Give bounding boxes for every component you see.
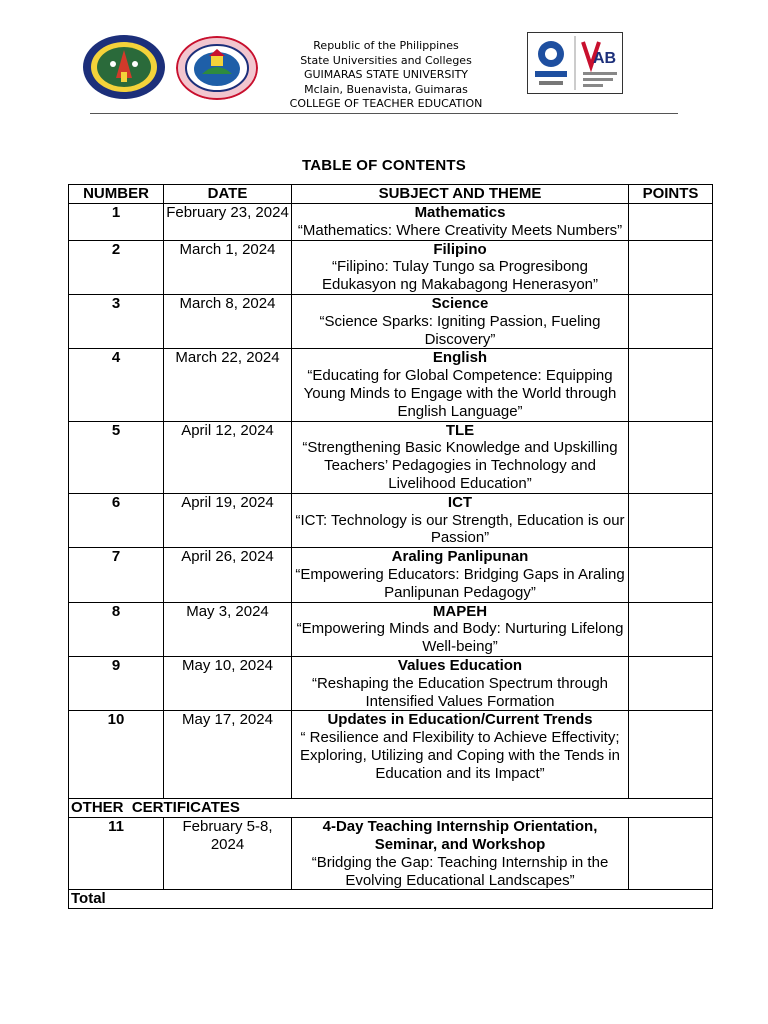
- document-header: [0, 0, 768, 120]
- row-points: [629, 349, 713, 421]
- subject-title: Updates in Education/Current Trends: [327, 711, 593, 729]
- subject-theme: “ Resilience and Flexibility to Achieve Effectivity; Exploring, Utilizing and Coping with the Tends in Education and its Impact”: [300, 729, 620, 782]
- row-subject-theme: [292, 204, 629, 241]
- row-number: 4: [69, 349, 164, 421]
- table-row: [69, 548, 713, 602]
- subject-theme: “Bridging the Gap: Teaching Internship in the Evolving Educational Landscapes”: [311, 853, 609, 889]
- row-subject-theme: [292, 493, 629, 547]
- subject-theme: “Empowering Educators: Bridging Gaps in Araling Panlipunan Pedagogy”: [295, 565, 625, 601]
- row-date: May 10, 2024: [164, 656, 292, 710]
- row-points: [629, 240, 713, 294]
- institution-letterhead: [268, 39, 504, 112]
- table-row: [69, 818, 713, 890]
- row-points: [629, 421, 713, 493]
- row-subject-theme: [292, 711, 629, 799]
- letterhead-university: GUIMARAS STATE UNIVERSITY: [303, 68, 469, 81]
- table-row: [69, 656, 713, 710]
- column-header-number: NUMBER: [69, 185, 164, 204]
- row-points: [629, 818, 713, 890]
- row-points: [629, 602, 713, 656]
- letterhead-line-2: State Universities and Colleges: [300, 53, 472, 67]
- row-date: April 26, 2024: [164, 548, 292, 602]
- subject-title: ICT: [447, 493, 473, 511]
- table-row: [69, 602, 713, 656]
- row-points: [629, 493, 713, 547]
- row-number: 6: [69, 493, 164, 547]
- subject-title: TLE: [445, 421, 475, 439]
- table-row: [69, 493, 713, 547]
- svg-text:AB: AB: [593, 50, 617, 67]
- subject-title: Mathematics: [414, 204, 506, 221]
- row-subject-theme: [292, 294, 629, 348]
- subject-theme: “Filipino: Tulay Tungo sa Progresibong Edukasyon ng Makabagong Henerasyon”: [321, 258, 598, 294]
- subject-title: MAPEH: [432, 602, 488, 620]
- column-header-points: POINTS: [629, 185, 713, 204]
- subject-theme: “Reshaping the Education Spectrum through Intensified Values Formation: [311, 674, 608, 710]
- subject-theme: “Strengthening Basic Knowledge and Upskilling Teachers’ Pedagogies in Technology and Livelihood Education”: [302, 439, 618, 492]
- guimaras-state-university-seal-icon: [82, 34, 166, 100]
- row-subject-theme: [292, 656, 629, 710]
- total-label: Total: [69, 890, 713, 909]
- table-row: [69, 204, 713, 241]
- row-subject-theme: [292, 602, 629, 656]
- row-date: March 22, 2024: [164, 349, 292, 421]
- subject-theme: “Empowering Minds and Body: Nurturing Lifelong Well-being”: [296, 620, 624, 656]
- row-date: March 8, 2024: [164, 294, 292, 348]
- subject-title: Values Education: [397, 656, 523, 674]
- letterhead-address: Mclain, Buenavista, Guimaras: [304, 82, 468, 96]
- row-number: 7: [69, 548, 164, 602]
- row-number: 11: [69, 818, 164, 890]
- header-divider: [90, 113, 678, 114]
- subject-title: Science: [431, 294, 489, 312]
- table-of-contents: [68, 184, 713, 909]
- row-date: February 5-8, 2024: [164, 818, 292, 890]
- subject-theme: “Science Sparks: Igniting Passion, Fueling Discovery”: [319, 312, 601, 348]
- subject-title: Araling Panlipunan: [391, 548, 529, 566]
- row-date: March 1, 2024: [164, 240, 292, 294]
- letterhead-college: COLLEGE OF TEACHER EDUCATION: [289, 97, 483, 110]
- row-points: [629, 294, 713, 348]
- row-number: 10: [69, 711, 164, 799]
- row-number: 5: [69, 421, 164, 493]
- row-number: 2: [69, 240, 164, 294]
- row-number: 9: [69, 656, 164, 710]
- row-date: April 12, 2024: [164, 421, 292, 493]
- table-row: [69, 711, 713, 799]
- college-of-teacher-education-seal-icon: [176, 36, 258, 100]
- subject-title: 4-Day Teaching Internship Orientation, Seminar, and Workshop: [322, 818, 598, 853]
- other-certificates-row: [69, 799, 713, 818]
- subject-title: Filipino: [433, 240, 487, 258]
- row-points: [629, 711, 713, 799]
- column-header-date: DATE: [164, 185, 292, 204]
- row-points: [629, 548, 713, 602]
- row-subject-theme: [292, 349, 629, 421]
- subject-theme: “Mathematics: Where Creativity Meets Numbers”: [297, 221, 623, 239]
- row-date: May 3, 2024: [164, 602, 292, 656]
- row-subject-theme: [292, 818, 629, 890]
- table-row: [69, 349, 713, 421]
- row-subject-theme: [292, 548, 629, 602]
- subject-theme: “Educating for Global Competence: Equipping Young Minds to Engage with the World through English Language”: [303, 367, 617, 420]
- column-header-subject-theme: SUBJECT AND THEME: [292, 185, 629, 204]
- subject-title: English: [432, 349, 488, 367]
- iso-certification-badge-icon: [527, 32, 623, 94]
- row-date: May 17, 2024: [164, 711, 292, 799]
- row-date: February 23, 2024: [164, 204, 292, 241]
- row-subject-theme: [292, 421, 629, 493]
- table-row: [69, 294, 713, 348]
- row-number: 1: [69, 204, 164, 241]
- row-subject-theme: [292, 240, 629, 294]
- row-points: [629, 656, 713, 710]
- page-title: TABLE OF CONTENTS: [302, 157, 466, 174]
- letterhead-line-1: Republic of the Philippines: [313, 39, 459, 52]
- table-row: [69, 240, 713, 294]
- subject-theme: “ICT: Technology is our Strength, Education is our Passion”: [295, 511, 625, 547]
- row-points: [629, 204, 713, 241]
- total-row: [69, 890, 713, 909]
- row-number: 8: [69, 602, 164, 656]
- other-certificates-label: OTHER CERTIFICATES: [69, 799, 713, 818]
- table-row: [69, 421, 713, 493]
- table-header-row: [69, 185, 713, 204]
- row-number: 3: [69, 294, 164, 348]
- row-date: April 19, 2024: [164, 493, 292, 547]
